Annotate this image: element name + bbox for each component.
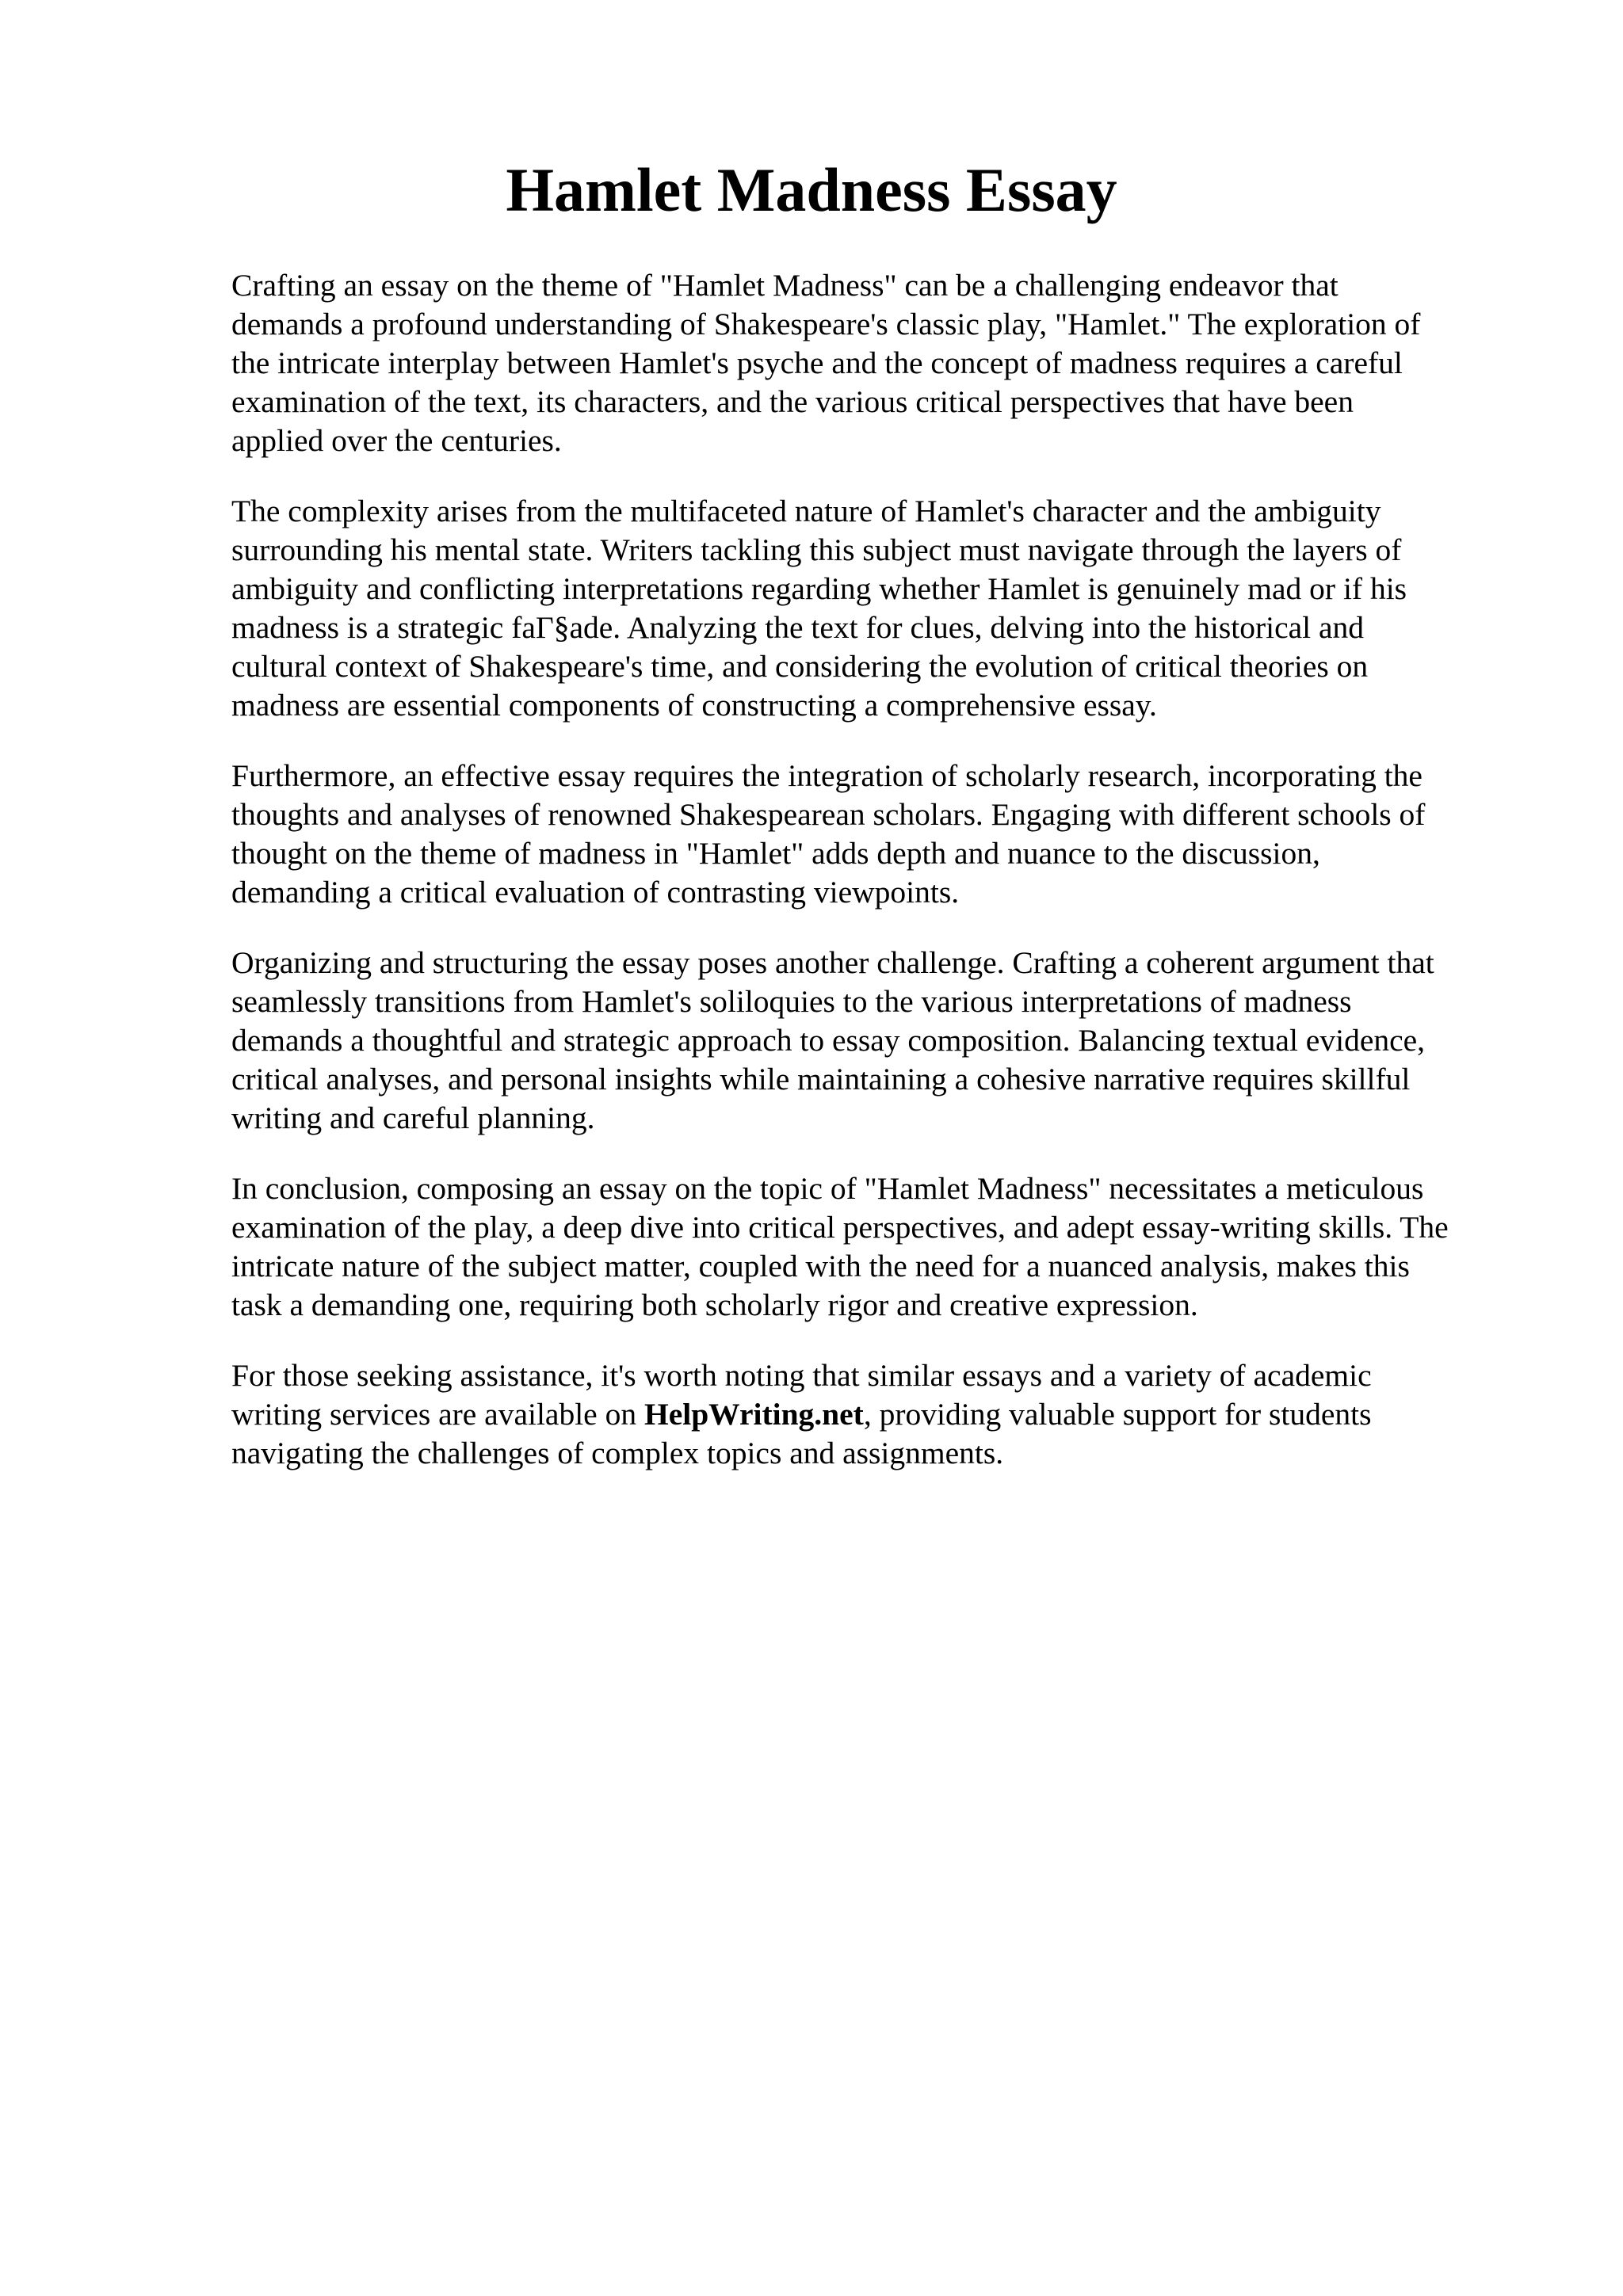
paragraph-4 xyxy=(231,944,1531,1138)
text-line: examination of the text, its characters, and the various critical perspectives that have been xyxy=(231,384,1354,419)
text-line: demands a profound understanding of Shakespeare's classic play, "Hamlet." The exploration of xyxy=(231,307,1421,341)
text-line: madness are essential components of constructing a comprehensive essay. xyxy=(231,688,1157,723)
text-line: demanding a critical evaluation of contrasting viewpoints. xyxy=(231,875,960,910)
text-line: ambiguity and conflicting interpretations regarding whether Hamlet is genuinely mad or if his xyxy=(231,571,1407,606)
text-line: task a demanding one, requiring both scholarly rigor and creative expression. xyxy=(231,1287,1198,1322)
text-segment: writing services are available on xyxy=(231,1397,644,1432)
text-line: writing and careful planning. xyxy=(231,1100,595,1135)
text-line: the intricate interplay between Hamlet's psyche and the concept of madness requires a careful xyxy=(231,345,1403,380)
document-body xyxy=(231,266,1531,1505)
text-segment: , providing valuable support for students xyxy=(863,1397,1372,1432)
text-line: For those seeking assistance, it's worth noting that similar essays and a variety of academic xyxy=(231,1358,1372,1393)
brand-name: HelpWriting.net xyxy=(643,1397,864,1432)
text-line: madness is a strategic faГ§ade. Analyzing the text for clues, delving into the historical and xyxy=(231,610,1365,645)
closing-paragraph xyxy=(231,1356,1531,1473)
text-line: Furthermore, an effective essay requires the integration of scholarly research, incorporating the xyxy=(231,758,1423,793)
paragraph-3 xyxy=(231,757,1531,912)
text-line: surrounding his mental state. Writers tackling this subject must navigate through the layers of xyxy=(231,532,1402,567)
paragraph-2 xyxy=(231,492,1531,725)
text-line xyxy=(231,1395,1531,1434)
text-line: In conclusion, composing an essay on the topic of "Hamlet Madness" necessitates a meticulous xyxy=(231,1171,1424,1206)
text-line: applied over the centuries. xyxy=(231,423,562,458)
text-line: Organizing and structuring the essay poses another challenge. Crafting a coherent argument that xyxy=(231,945,1434,980)
text-line: demands a thoughtful and strategic approach to essay composition. Balancing textual evidence, xyxy=(231,1023,1426,1058)
paragraph-1 xyxy=(231,266,1531,460)
text-line: thoughts and analyses of renowned Shakespearean scholars. Engaging with different schools of xyxy=(231,797,1426,832)
text-line: thought on the theme of madness in "Hamlet" adds depth and nuance to the discussion, xyxy=(231,836,1320,871)
text-line: critical analyses, and personal insights while maintaining a cohesive narrative requires skillful xyxy=(231,1062,1411,1097)
text-line: navigating the challenges of complex topics and assignments. xyxy=(231,1436,1004,1470)
paragraph-5 xyxy=(231,1169,1531,1325)
text-line: cultural context of Shakespeare's time, and considering the evolution of critical theories on xyxy=(231,649,1369,684)
document-title: Hamlet Madness Essay xyxy=(506,155,1117,224)
text-line: The complexity arises from the multifaceted nature of Hamlet's character and the ambiguity xyxy=(231,494,1381,528)
text-line: intricate nature of the subject matter, coupled with the need for a nuanced analysis, makes this xyxy=(231,1249,1410,1283)
text-line: examination of the play, a deep dive into critical perspectives, and adept essay-writing skills. The xyxy=(231,1210,1449,1245)
text-line: Crafting an essay on the theme of "Hamlet Madness" can be a challenging endeavor that xyxy=(231,268,1338,303)
text-line: seamlessly transitions from Hamlet's soliloquies to the various interpretations of madness xyxy=(231,984,1352,1019)
